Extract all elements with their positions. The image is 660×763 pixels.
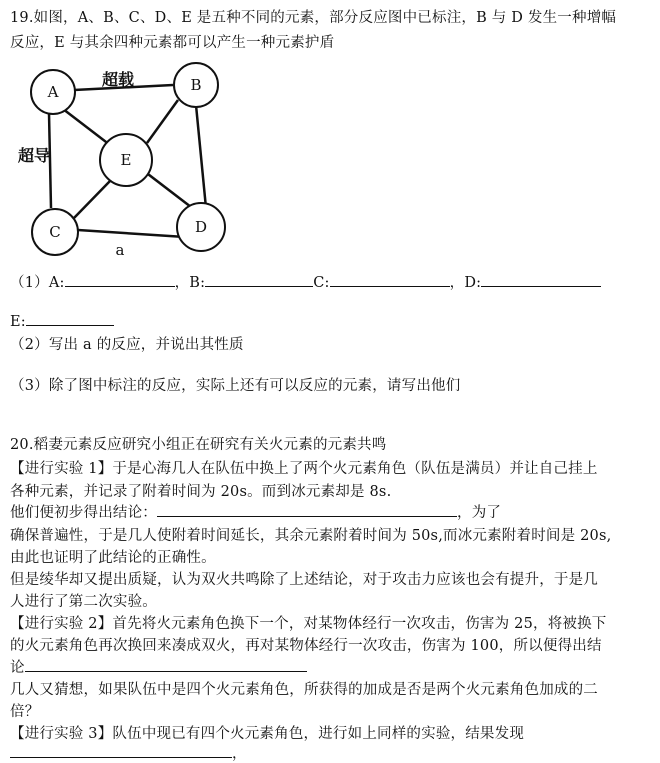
answer-d-blank[interactable] bbox=[481, 272, 601, 287]
edge-label-overload: 超载 bbox=[101, 70, 135, 89]
node-a-label: A bbox=[47, 83, 59, 101]
exp1-conclusion-blank[interactable] bbox=[157, 502, 457, 517]
q20-exp1-line3 bbox=[10, 501, 501, 522]
node-d-label: D bbox=[194, 218, 208, 236]
answer-e-blank[interactable] bbox=[26, 311, 114, 326]
edge-e-c bbox=[74, 181, 110, 218]
q20-guess-line2: 倍？ bbox=[10, 704, 40, 720]
q19-part2: （2）写出 a 的反应，并说出其性质 bbox=[10, 337, 244, 353]
exp2-conclusion-prefix: 论 bbox=[10, 660, 25, 676]
answer-a-blank[interactable] bbox=[65, 272, 175, 287]
edge-b-e bbox=[147, 100, 178, 143]
q20-title: 20.稻妻元素反应研究小组正在研究有关火元素的元素共鸣 bbox=[10, 437, 387, 453]
edge-b-d bbox=[196, 105, 206, 208]
q20-exp2-line3 bbox=[10, 656, 307, 677]
q19-part1 bbox=[10, 271, 601, 292]
q20-exp1-line1: 【进行实验 1】于是心海几人在队伍中换上了两个火元素角色（队伍是满员）并让自己挂上 bbox=[10, 461, 598, 477]
exp1-conclusion-prefix: 他们便初步得出结论： bbox=[10, 505, 157, 521]
part1-c-label: C: bbox=[313, 275, 330, 291]
edge-label-a: a bbox=[115, 241, 125, 259]
part1-e-label: E: bbox=[10, 314, 26, 330]
node-b-label: B bbox=[190, 76, 202, 94]
answer-c-blank[interactable] bbox=[330, 272, 450, 287]
q20-exp2-line1: 【进行实验 2】首先将火元素角色换下一个，对某物体经行一次攻击，伤害为 25，将被换下 bbox=[10, 616, 607, 632]
node-e-label: E bbox=[120, 151, 132, 169]
q20-exp1-line4: 确保普遍性，于是几人使附着时间延长，其余元素附着时间为 50s,而冰元素附着时间是 20s, bbox=[10, 528, 612, 544]
edge-c-d bbox=[78, 230, 185, 237]
exp3-result-blank[interactable] bbox=[10, 743, 232, 758]
edge-label-superconduct: 超导 bbox=[17, 146, 51, 165]
part1-a-label: （1）A: bbox=[10, 275, 65, 291]
q19-part3: （3）除了图中标注的反应，实际上还有可以反应的元素，请写出他们 bbox=[10, 378, 461, 394]
q20-exp3-line1: 【进行实验 3】队伍中现已有四个火元素角色，进行如上同样的实验，结果发现 bbox=[10, 726, 525, 742]
q20-exp2-line2: 的火元素角色再次换回来凑成双火，再对某物体经行一次攻击，伤害为 100，所以便得出结 bbox=[10, 638, 602, 654]
node-c-label: C bbox=[49, 223, 61, 241]
q19-part1-e bbox=[10, 311, 114, 330]
q19-stem-line1: 19.如图，A、B、C、D、E 是五种不同的元素，部分反应图中已标注，B 与 D 发生一种增幅 bbox=[10, 10, 617, 26]
part1-d-label: ，D: bbox=[449, 275, 482, 291]
exp3-result-suffix: ， bbox=[232, 746, 247, 762]
q19-stem-line2: 反应，E 与其余四种元素都可以产生一种元素护盾 bbox=[10, 35, 335, 51]
exp2-conclusion-blank[interactable] bbox=[25, 657, 307, 672]
q20-guess-line1: 几人又猜想，如果队伍中是四个火元素角色，所获得的加成是否是两个火元素角色加成的二 bbox=[10, 682, 598, 698]
q20-doubt-line1: 但是绫华却又提出质疑，认为双火共鸣除了上述结论，对于攻击力应该也会有提升，于是几 bbox=[10, 572, 598, 588]
q20-exp1-line2: 各种元素，并记录了附着时间为 20s。而到冰元素却是 8s. bbox=[10, 484, 392, 500]
q20-exp3-line2 bbox=[10, 742, 247, 763]
answer-b-blank[interactable] bbox=[205, 272, 313, 287]
part1-b-label: ，B: bbox=[174, 275, 206, 291]
q20-doubt-line2: 人进行了第二次实验。 bbox=[10, 594, 157, 610]
exp1-conclusion-suffix: ，为了 bbox=[457, 505, 502, 521]
element-reaction-diagram bbox=[0, 55, 260, 265]
q20-exp1-line5: 由此也证明了此结论的正确性。 bbox=[10, 550, 216, 566]
